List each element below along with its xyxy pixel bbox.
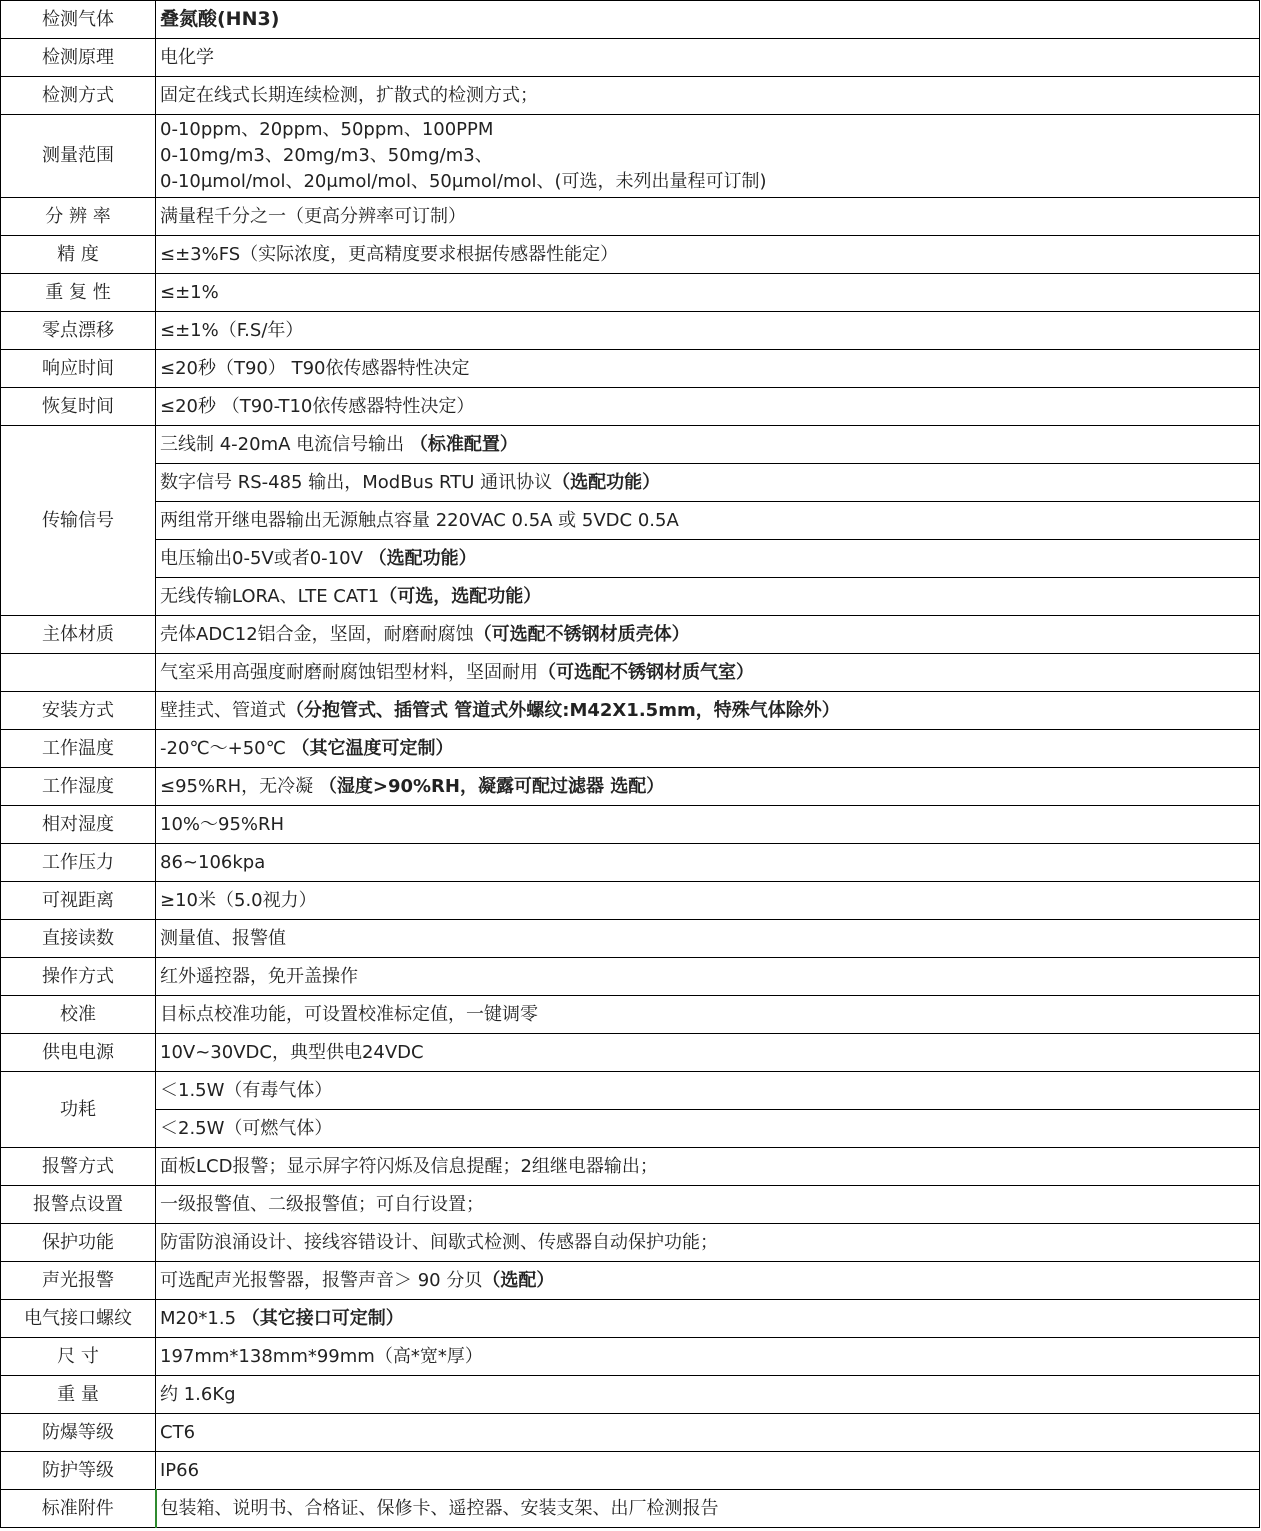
spec-value-cell (156, 1490, 1260, 1528)
spec-value-cell (156, 502, 1260, 540)
spec-value-cell (156, 1452, 1260, 1490)
spec-label: 零点漂移 (1, 312, 156, 350)
spec-row (1, 1490, 1260, 1528)
spec-row (1, 1186, 1260, 1224)
spec-row (1, 236, 1260, 274)
spec-value-cell (156, 996, 1260, 1034)
spec-value-text: CT6 (160, 1421, 196, 1443)
spec-value-emphasis: 叠氮酸(HN3) (160, 8, 280, 31)
spec-label: 标准附件 (1, 1490, 156, 1528)
spec-row (1, 1110, 1260, 1148)
spec-value-cell (156, 39, 1260, 77)
spec-value-cell (156, 540, 1260, 578)
spec-value-cell (156, 350, 1260, 388)
spec-value-text: 电化学 (160, 46, 214, 68)
spec-value-text: M20*1.5 (160, 1307, 242, 1329)
spec-value-text: ＜1.5W（有毒气体） (160, 1079, 333, 1101)
spec-row (1, 692, 1260, 730)
spec-value-text: -20℃～+50℃ (160, 737, 292, 759)
spec-row (1, 768, 1260, 806)
spec-value-text: ≤±1% (160, 281, 219, 303)
spec-value-cell (156, 768, 1260, 806)
spec-value-cell (156, 730, 1260, 768)
spec-value-emphasis: （选配） (482, 1269, 555, 1291)
spec-value-cell (156, 236, 1260, 274)
spec-value-emphasis: （选配功能） (368, 547, 477, 569)
spec-label: 直接读数 (1, 920, 156, 958)
spec-value-cell (156, 464, 1260, 502)
spec-label: 保护功能 (1, 1224, 156, 1262)
spec-value-cell (156, 77, 1260, 115)
spec-row (1, 1224, 1260, 1262)
spec-row (1, 1338, 1260, 1376)
spec-row (1, 806, 1260, 844)
spec-value-emphasis: （可选，选配功能） (379, 585, 542, 607)
spec-label: 检测方式 (1, 77, 156, 115)
spec-row (1, 502, 1260, 540)
spec-value-text: 10V~30VDC，典型供电24VDC (160, 1041, 424, 1063)
spec-value-cell (156, 1300, 1260, 1338)
spec-row (1, 1262, 1260, 1300)
spec-label: 尺 寸 (1, 1338, 156, 1376)
spec-label: 供电电源 (1, 1034, 156, 1072)
spec-label: 工作湿度 (1, 768, 156, 806)
spec-label: 可视距离 (1, 882, 156, 920)
spec-label: 分 辨 率 (1, 198, 156, 236)
spec-value-cell (156, 920, 1260, 958)
spec-row (1, 312, 1260, 350)
spec-value-emphasis: （其它温度可定制） (291, 737, 454, 759)
spec-row (1, 39, 1260, 77)
spec-label: 重 复 性 (1, 274, 156, 312)
spec-value-emphasis: （可选配不锈钢材质气室） (538, 661, 754, 683)
spec-label: 精 度 (1, 236, 156, 274)
spec-value-cell (156, 692, 1260, 730)
spec-value-emphasis: （其它接口可定制） (241, 1307, 404, 1329)
spec-label: 工作压力 (1, 844, 156, 882)
spec-value-text: 包装箱、说明书、合格证、保修卡、遥控器、安装支架、出厂检测报告 (160, 1497, 719, 1519)
spec-row (1, 844, 1260, 882)
spec-value-cell (156, 1, 1260, 39)
spec-row (1, 77, 1260, 115)
spec-value-cell (156, 958, 1260, 996)
spec-label: 安装方式 (1, 692, 156, 730)
spec-value-text: 197mm*138mm*99mm（高*宽*厚） (160, 1345, 483, 1367)
spec-value-cell (156, 198, 1260, 236)
spec-label: 响应时间 (1, 350, 156, 388)
spec-row (1, 388, 1260, 426)
spec-row (1, 920, 1260, 958)
spec-value-text: IP66 (160, 1459, 200, 1481)
spec-value-emphasis: （可选配不锈钢材质壳体） (473, 623, 690, 645)
spec-row (1, 198, 1260, 236)
spec-label: 检测原理 (1, 39, 156, 77)
spec-value-cell (156, 1110, 1260, 1148)
spec-value-emphasis: （选配功能） (552, 471, 661, 493)
spec-value-cell (156, 1186, 1260, 1224)
spec-value-text: 壁挂式、管道式 (160, 699, 286, 721)
spec-label: 操作方式 (1, 958, 156, 996)
spec-value-text: 目标点校准功能，可设置校准标定值，一键调零 (160, 1003, 538, 1025)
spec-value-cell (156, 844, 1260, 882)
spec-value-text: 电压输出0-5V或者0-10V (160, 547, 369, 569)
spec-label: 校准 (1, 996, 156, 1034)
spec-value-text: 三线制 4-20mA 电流信号输出 (160, 433, 410, 455)
spec-value-text: 满量程千分之一（更高分辨率可订制） (160, 205, 466, 227)
spec-row (1, 464, 1260, 502)
spec-label: 恢复时间 (1, 388, 156, 426)
spec-value-cell (156, 1376, 1260, 1414)
spec-value-cell (156, 1034, 1260, 1072)
spec-value-text: 防雷防浪涌设计、接线容错设计、间歇式检测、传感器自动保护功能； (160, 1231, 718, 1253)
spec-row (1, 616, 1260, 654)
spec-value-text: 一级报警值、二级报警值；可自行设置； (160, 1193, 484, 1215)
spec-row (1, 654, 1260, 692)
spec-row (1, 540, 1260, 578)
spec-row (1, 274, 1260, 312)
spec-value-text: 气室采用高强度耐磨耐腐蚀铝型材料，坚固耐用 (160, 661, 538, 683)
spec-value-cell (156, 1338, 1260, 1376)
spec-value-cell (156, 115, 1260, 198)
spec-row (1, 115, 1260, 198)
spec-label: 传输信号 (1, 426, 156, 616)
spec-value-cell (156, 274, 1260, 312)
spec-row (1, 1300, 1260, 1338)
spec-label: 主体材质 (1, 616, 156, 654)
spec-value-cell (156, 1224, 1260, 1262)
spec-value-text: 两组常开继电器输出无源触点容量 220VAC 0.5A 或 5VDC 0.5A (160, 509, 679, 531)
spec-row (1, 426, 1260, 464)
spec-value-text: 测量值、报警值 (160, 927, 286, 949)
spec-label: 相对湿度 (1, 806, 156, 844)
spec-value-cell (156, 806, 1260, 844)
spec-label: 电气接口螺纹 (1, 1300, 156, 1338)
spec-row (1, 1072, 1260, 1110)
spec-row (1, 996, 1260, 1034)
spec-value-text: 壳体ADC12铝合金，坚固，耐磨耐腐蚀 (160, 623, 474, 645)
spec-value-emphasis: （分抱管式、插管式 管道式外螺纹:M42X1.5mm，特殊气体除外） (286, 699, 840, 721)
spec-value-text: 红外遥控器，免开盖操作 (160, 965, 358, 987)
spec-value-cell (156, 426, 1260, 464)
spec-value-cell (156, 388, 1260, 426)
spec-row (1, 578, 1260, 616)
spec-value-line: 0-10ppm、20ppm、50ppm、100PPM (160, 119, 494, 140)
spec-row (1, 1, 1260, 39)
spec-label: 防护等级 (1, 1452, 156, 1490)
spec-label: 测量范围 (1, 115, 156, 198)
spec-value-text: ≤±1%（F.S/年） (160, 319, 304, 341)
spec-label: 功耗 (1, 1072, 156, 1148)
spec-value-text: ≤±3%FS（实际浓度，更高精度要求根据传感器性能定） (160, 243, 619, 265)
spec-label: 声光报警 (1, 1262, 156, 1300)
spec-label: 防爆等级 (1, 1414, 156, 1452)
spec-value-text: ≤20秒 （T90-T10依传感器特性决定） (160, 395, 475, 417)
spec-value-text: ≤95%RH，无冷凝 (160, 775, 319, 797)
spec-value-text: 10%～95%RH (160, 813, 285, 835)
spec-label: 报警点设置 (1, 1186, 156, 1224)
spec-label: 重 量 (1, 1376, 156, 1414)
spec-value-cell (156, 654, 1260, 692)
spec-value-text: ≥10米（5.0视力） (160, 889, 317, 911)
spec-label: 检测气体 (1, 1, 156, 39)
spec-row (1, 882, 1260, 920)
spec-value-text: 数字信号 RS-485 输出，ModBus RTU 通讯协议 (160, 471, 553, 493)
spec-value-text: 约 1.6Kg (160, 1383, 236, 1405)
spec-value-emphasis: （标准配置） (409, 433, 518, 455)
spec-value-text: 86~106kpa (160, 851, 266, 873)
spec-table-body (1, 1, 1260, 1528)
spec-row (1, 1148, 1260, 1186)
spec-row (1, 958, 1260, 996)
spec-label: 工作温度 (1, 730, 156, 768)
spec-row (1, 1414, 1260, 1452)
spec-row (1, 1376, 1260, 1414)
spec-row (1, 1452, 1260, 1490)
spec-value-cell (156, 616, 1260, 654)
spec-value-text: 固定在线式长期连续检测，扩散式的检测方式； (160, 84, 538, 106)
spec-value-text: ≤20秒（T90） T90依传感器特性决定 (160, 357, 470, 379)
spec-value-cell (156, 1414, 1260, 1452)
spec-value-cell (156, 1262, 1260, 1300)
spec-value-text: ＜2.5W（可燃气体） (160, 1117, 333, 1139)
spec-row (1, 1034, 1260, 1072)
spec-value-line: 0-10mg/m3、20mg/m3、50mg/m3、 (160, 145, 493, 166)
spec-value-text: 无线传输LORA、LTE CAT1 (160, 585, 380, 607)
spec-value-cell (156, 578, 1260, 616)
spec-value-text: 可选配声光报警器，报警声音＞ 90 分贝 (160, 1269, 483, 1291)
spec-row (1, 730, 1260, 768)
spec-label (1, 654, 156, 692)
spec-value-cell (156, 1148, 1260, 1186)
spec-value-cell (156, 882, 1260, 920)
spec-value-cell (156, 312, 1260, 350)
spec-row (1, 350, 1260, 388)
spec-value-text: 面板LCD报警；显示屏字符闪烁及信息提醒；2组继电器输出； (160, 1155, 658, 1177)
spec-value-line: 0-10μmol/mol、20μmol/mol、50μmol/mol、(可选，未列出量程可订制) (160, 171, 767, 192)
spec-label: 报警方式 (1, 1148, 156, 1186)
spec-value-emphasis: （湿度>90%RH，凝露可配过滤器 选配） (318, 775, 665, 797)
spec-value-cell (156, 1072, 1260, 1110)
